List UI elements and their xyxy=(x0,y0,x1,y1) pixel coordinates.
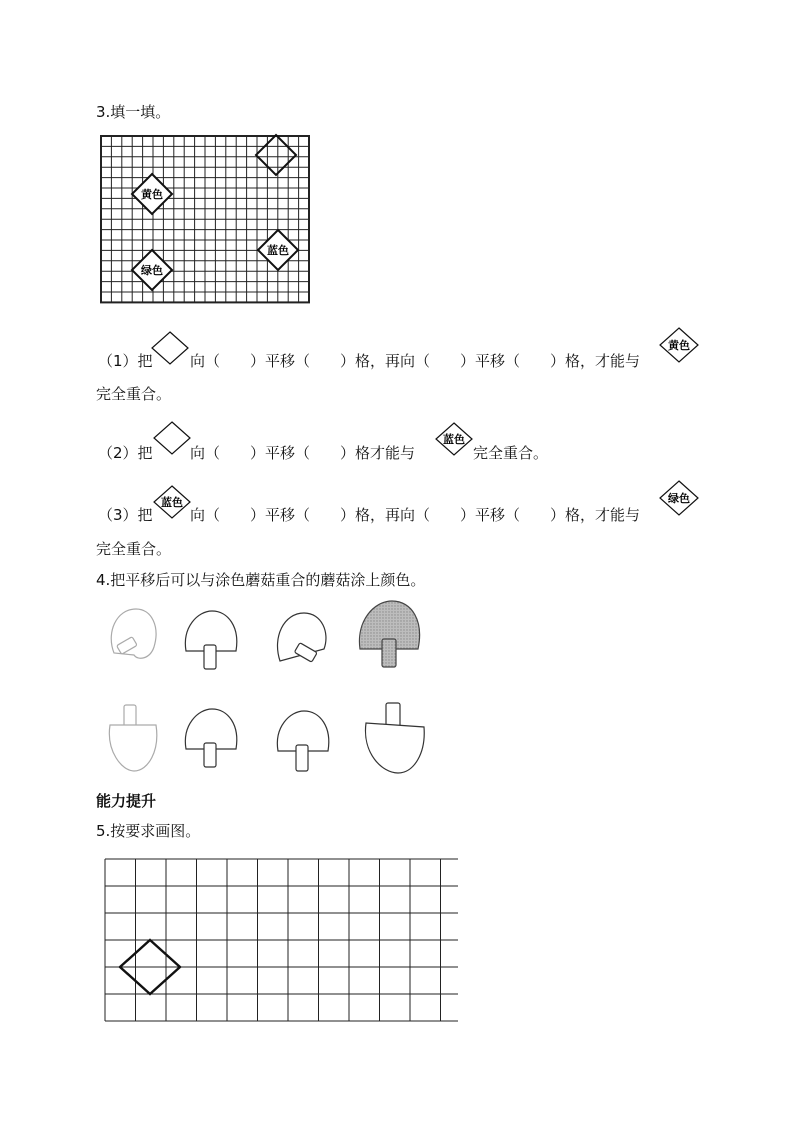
q3-grid xyxy=(98,133,312,305)
blue-diamond-label: 蓝色 xyxy=(267,244,289,257)
yellow-diamond-label: 黄色 xyxy=(141,188,163,201)
yellow-diamond-icon xyxy=(658,326,700,364)
q3-line1-suffix: 完全重合。 xyxy=(96,385,172,403)
q3-line2-text: 向（ ）平移（ ）格才能与 xyxy=(190,444,416,462)
q3-line2-suffix: 完全重合。 xyxy=(473,444,549,462)
section-title: 能力提升 xyxy=(96,792,157,810)
mushroom-icon xyxy=(277,613,325,662)
q3-title: 3.填一填。 xyxy=(96,103,171,121)
q4-title: 4.把平移后可以与涂色蘑菇重合的蘑菇涂上颜色。 xyxy=(96,571,426,589)
blue-diamond-icon xyxy=(434,421,474,457)
green-diamond-label: 绿色 xyxy=(141,264,163,277)
q3-line3-text: 向（ ）平移（ ）格，再向（ ）平移（ ）格，才能与 xyxy=(190,506,641,524)
q3-line1-prefix: （1）把 xyxy=(98,352,153,370)
yellow-diamond-label: 黄色 xyxy=(668,339,690,352)
mushroom-figures xyxy=(96,595,436,785)
blue-diamond-label: 蓝色 xyxy=(443,433,465,446)
q3-line3-suffix: 完全重合。 xyxy=(96,540,172,558)
q3-line3-prefix: （3）把 xyxy=(98,506,153,524)
mushroom-icon xyxy=(185,611,236,669)
mushroom-icon xyxy=(111,609,156,658)
mushroom-icon xyxy=(365,703,424,773)
diamond-icon xyxy=(152,420,192,456)
q3-line2-prefix: （2）把 xyxy=(98,444,153,462)
mushroom-icon xyxy=(277,711,328,771)
shaded-mushroom-icon xyxy=(359,601,419,667)
blue-diamond-icon xyxy=(152,484,192,520)
q5-grid xyxy=(104,858,458,1024)
mushroom-icon xyxy=(185,709,236,767)
blue-diamond-label: 蓝色 xyxy=(161,496,183,509)
green-diamond-label: 绿色 xyxy=(668,492,690,505)
diamond-icon xyxy=(150,330,190,366)
green-diamond-icon xyxy=(658,479,700,517)
q3-line1-text: 向（ ）平移（ ）格，再向（ ）平移（ ）格，才能与 xyxy=(190,352,641,370)
mushroom-icon xyxy=(109,705,156,771)
q5-title: 5.按要求画图。 xyxy=(96,822,201,840)
empty-diamond-icon xyxy=(256,135,296,175)
